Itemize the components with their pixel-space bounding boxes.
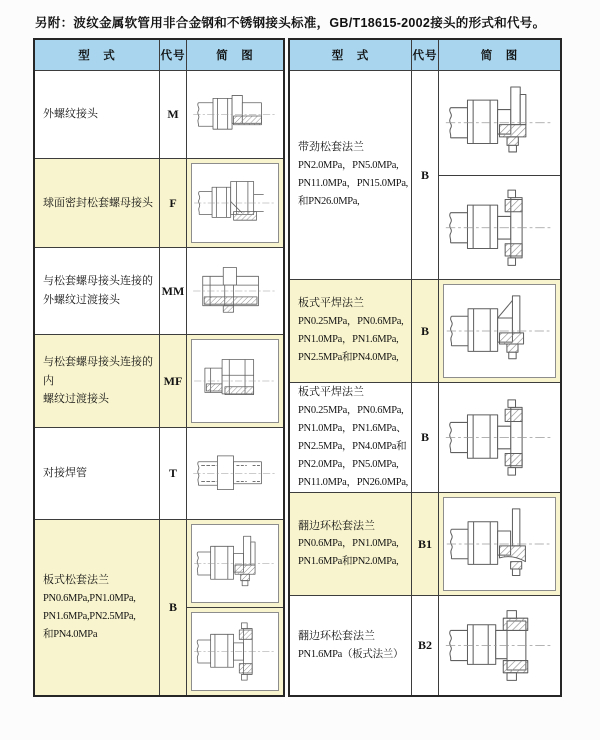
diagram-cell <box>187 248 283 335</box>
type-line: PN2.0MPa，PN5.0MPa, <box>298 458 399 470</box>
table-header-row <box>290 40 560 71</box>
plate-loose-flange-2-icon <box>192 613 278 690</box>
diagram-cell <box>187 159 283 248</box>
diagram-subcell <box>187 159 283 247</box>
fittings-table-right <box>288 38 562 697</box>
type-line: 与松套螺母接头连接的内 <box>43 355 153 387</box>
diagram-cell <box>439 596 560 695</box>
code-cell: T <box>160 428 187 520</box>
code-cell: B <box>412 71 439 280</box>
diagram-subcell <box>187 428 283 519</box>
type-line: PN2.0MPa，PN5.0MPa, <box>298 160 399 172</box>
type-line: 与松套螺母接头连接的 <box>43 275 153 288</box>
type-line: PN11.0MPa，PN15.0MPa, <box>298 178 409 190</box>
diagram-subcell <box>187 335 283 427</box>
header-diagram-cell: 简 图 <box>187 40 283 71</box>
male-transition-nipple-diagram <box>191 252 279 330</box>
diagram-cell <box>439 383 560 493</box>
flat-weld-flange-icon <box>444 285 555 377</box>
spherical-union-nut-fitting-diagram <box>191 163 279 243</box>
female-transition-nipple-icon <box>192 340 278 422</box>
type-cell <box>35 520 160 695</box>
type-line: 板式松套法兰 <box>43 573 109 586</box>
type-line: PN0.6MPa,PN1.0MPa, <box>43 592 136 604</box>
type-line: 板式平焊法兰 <box>298 385 364 398</box>
type-line: 和PN26.0MPa, <box>298 196 360 208</box>
code-cell: B <box>412 280 439 383</box>
male-transition-nipple-icon <box>191 252 279 330</box>
male-thread-fitting-icon <box>191 75 279 154</box>
type-line: 和PN4.0MPa <box>43 628 98 640</box>
type-cell <box>35 159 160 248</box>
type-line: 翻边环松套法兰 <box>298 519 375 532</box>
butt-weld-tube-diagram <box>191 432 279 515</box>
table-row <box>290 383 560 493</box>
header-type-cell: 型 式 <box>290 40 412 71</box>
code-cell: MF <box>160 335 187 428</box>
table-row <box>35 428 283 520</box>
diagram-subcell <box>439 383 560 492</box>
header-type-cell: 型 式 <box>35 40 160 71</box>
table-row <box>35 520 283 695</box>
code-cell: B1 <box>412 493 439 596</box>
female-transition-nipple-diagram <box>191 339 279 423</box>
type-line: 翻边环松套法兰 <box>298 630 375 643</box>
type-line: PN2.5MPa，PN4.0MPa和 <box>298 440 407 452</box>
butt-weld-tube-icon <box>191 432 279 515</box>
neck-loose-flange-2-icon <box>443 180 556 276</box>
diagram-subcell <box>439 175 560 280</box>
lap-ring-plate-flange-icon <box>443 600 556 691</box>
type-line: PN1.6MPa和PN2.0MPa, <box>298 556 399 568</box>
type-line: 球面密封松套螺母接头 <box>43 196 153 209</box>
lap-ring-loose-flange-icon <box>444 498 555 590</box>
male-thread-fitting-diagram <box>191 75 279 154</box>
flat-weld-flange-diagram <box>443 284 556 378</box>
neck-loose-flange-1-diagram <box>443 75 556 171</box>
type-line: PN1.0MPa，PN1.6MPa, <box>298 334 399 346</box>
table-row <box>290 493 560 596</box>
type-cell <box>290 596 412 695</box>
table-row <box>290 596 560 695</box>
plate-loose-flange-1-icon <box>192 525 278 602</box>
type-cell <box>290 280 412 383</box>
type-line: PN1.6MPa（板式法兰） <box>298 648 404 660</box>
type-cell <box>290 383 412 493</box>
type-cell <box>35 428 160 520</box>
type-line: PN11.0MPa，PN26.0MPa, <box>298 477 409 489</box>
lap-ring-plate-flange-diagram <box>443 600 556 691</box>
fittings-table-left <box>33 38 285 697</box>
type-cell <box>35 248 160 335</box>
diagram-cell <box>187 71 283 159</box>
diagram-subcell <box>439 71 560 175</box>
table-row <box>35 335 283 428</box>
type-line: 螺纹过渡接头 <box>43 393 109 406</box>
code-cell: MM <box>160 248 187 335</box>
table-row <box>35 71 283 159</box>
type-line: PN1.6MPa,PN2.5MPa, <box>43 610 136 622</box>
header-code-cell: 代号 <box>412 40 439 71</box>
header-diagram-cell: 简 图 <box>439 40 560 71</box>
neck-loose-flange-2-diagram <box>443 180 556 276</box>
type-line: PN2.5MPa和PN4.0MPa, <box>298 352 399 364</box>
diagram-subcell <box>439 596 560 695</box>
diagram-subcell <box>439 280 560 382</box>
type-line: PN0.6MPa，PN1.0MPa, <box>298 538 399 550</box>
type-line: 对接焊管 <box>43 467 87 480</box>
neck-loose-flange-1-icon <box>443 75 556 171</box>
table-row <box>35 248 283 335</box>
code-cell: B2 <box>412 596 439 695</box>
type-line: PN0.25MPa，PN0.6MPa, <box>298 316 404 328</box>
table-row <box>35 159 283 248</box>
diagram-cell <box>187 335 283 428</box>
type-line: PN1.0MPa，PN1.6MPa、 <box>298 422 407 434</box>
code-cell: B <box>412 383 439 493</box>
code-cell: M <box>160 71 187 159</box>
type-cell <box>35 335 160 428</box>
diagram-subcell <box>187 607 283 695</box>
diagram-subcell <box>187 71 283 158</box>
type-line: 板式平焊法兰 <box>298 297 364 310</box>
type-cell <box>290 493 412 596</box>
flat-weld-flange-multi-diagram <box>443 387 556 488</box>
code-cell: B <box>160 520 187 695</box>
diagram-cell <box>439 280 560 383</box>
type-cell <box>35 71 160 159</box>
spherical-union-nut-fitting-icon <box>192 164 278 242</box>
diagram-subcell <box>187 520 283 607</box>
page-title: 另附：波纹金属软管用非合金钢和不锈钢接头标准，GB/T18615-2002接头的形式和代号。 <box>35 16 546 30</box>
type-line: PN0.25MPa，PN0.6MPa, <box>298 404 404 416</box>
flat-weld-flange-multi-icon <box>443 387 556 488</box>
diagram-cell <box>439 493 560 596</box>
diagram-subcell <box>439 493 560 595</box>
header-code-cell: 代号 <box>160 40 187 71</box>
diagram-subcell <box>187 248 283 334</box>
lap-ring-loose-flange-diagram <box>443 497 556 591</box>
plate-loose-flange-1-diagram <box>191 524 279 603</box>
diagram-cell <box>439 71 560 280</box>
type-cell <box>290 71 412 280</box>
diagram-cell <box>187 428 283 520</box>
diagram-cell <box>187 520 283 695</box>
type-line: 带劲松套法兰 <box>298 141 364 154</box>
type-line: 外螺纹接头 <box>43 108 98 121</box>
code-cell: F <box>160 159 187 248</box>
table-row <box>290 280 560 383</box>
table-row <box>290 71 560 280</box>
type-line: 外螺纹过渡接头 <box>43 294 120 306</box>
plate-loose-flange-2-diagram <box>191 612 279 691</box>
table-header-row <box>35 40 283 71</box>
